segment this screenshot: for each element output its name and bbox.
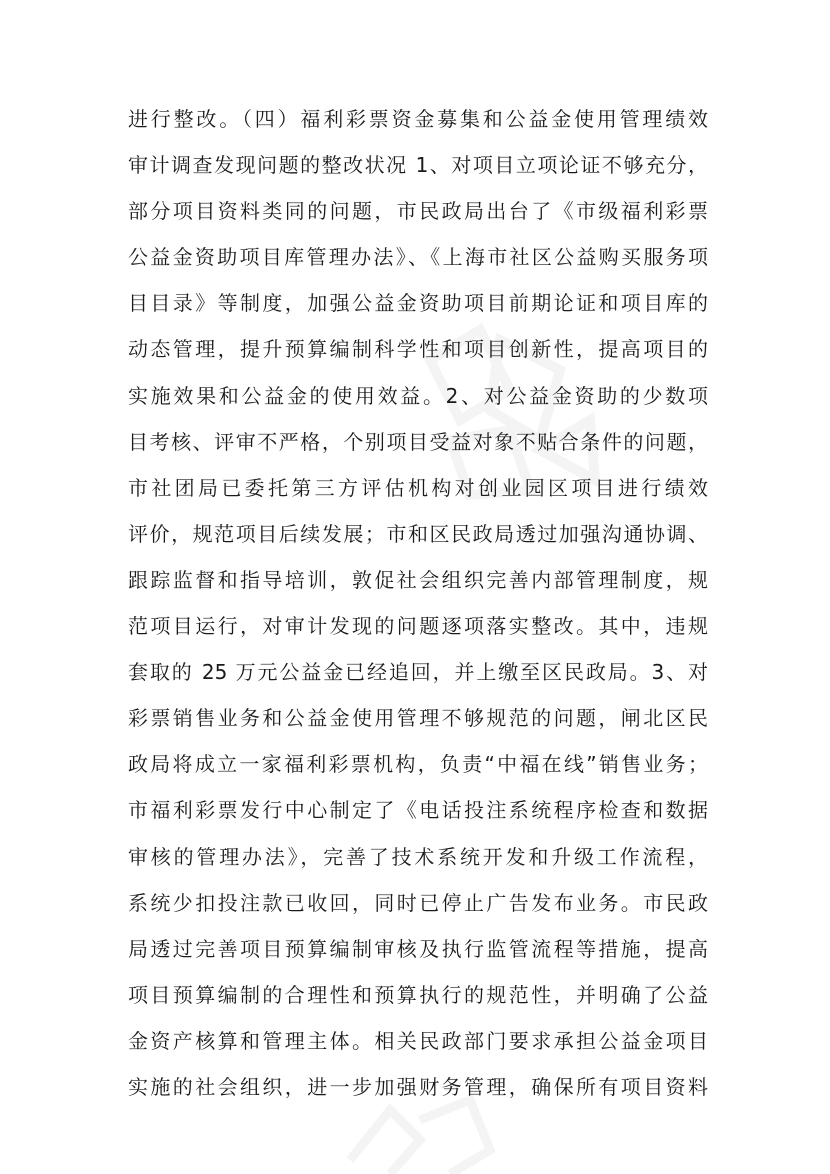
text-line: 范项目运行，对审计发现的问题逐项落实整改。其中，违规 (128, 614, 708, 639)
text-line: 审核的管理办法》，完善了技术系统开发和升级工作流程， (128, 844, 708, 869)
text-line: 市社团局已委托第三方评估机构对创业园区项目进行绩效 (128, 475, 708, 500)
text-line: 审计调查发现问题的整改状况 1、对项目立项论证不够充分， (128, 153, 708, 178)
text-line: 跟踪监督和指导培训，敦促社会组织完善内部管理制度，规 (128, 567, 708, 592)
text-line: 公益金资助项目库管理办法》、《上海市社区公益购买服务项 (128, 245, 708, 270)
text-line: 目目录》等制度，加强公益金资助项目前期论证和项目库的 (128, 291, 708, 316)
text-line: 进行整改。（四）福利彩票资金募集和公益金使用管理绩效 (128, 107, 708, 131)
text-line: 市福利彩票发行中心制定了《电话投注系统程序检查和数据 (128, 798, 708, 823)
text-line: 政局将成立一家福利彩票机构，负责“中福在线”销售业务； (128, 752, 708, 777)
text-line: 金资产核算和管理主体。相关民政部门要求承担公益金项目 (128, 1028, 708, 1053)
text-line: 评价，规范项目后续发展；市和区民政局透过加强沟通协调、 (128, 521, 708, 546)
text-line: 部分项目资料类同的问题，市民政局出台了《市级福利彩票 (128, 199, 708, 224)
text-line: 局透过完善项目预算编制审核及执行监管流程等措施，提高 (128, 936, 708, 961)
text-line: 套取的 25 万元公益金已经追回，并上缴至区民政局。3、对 (128, 660, 708, 685)
text-line: 实施效果和公益金的使用效益。2、对公益金资助的少数项 (128, 383, 708, 408)
text-line: 系统少扣投注款已收回，同时已停止广告发布业务。市民政 (128, 890, 708, 915)
text-line: 项目预算编制的合理性和预算执行的规范性，并明确了公益 (128, 982, 708, 1007)
text-line: 实施的社会组织，进一步加强财务管理，确保所有项目资料 (128, 1074, 708, 1099)
text-line: 动态管理，提升预算编制科学性和项目创新性，提高项目的 (128, 337, 708, 362)
text-line: 目考核、评审不严格，个别项目受益对象不贴合条件的问题， (128, 429, 708, 454)
body-text (128, 96, 708, 1110)
text-line: 彩票销售业务和公益金使用管理不够规范的问题，闸北区民 (128, 706, 708, 731)
